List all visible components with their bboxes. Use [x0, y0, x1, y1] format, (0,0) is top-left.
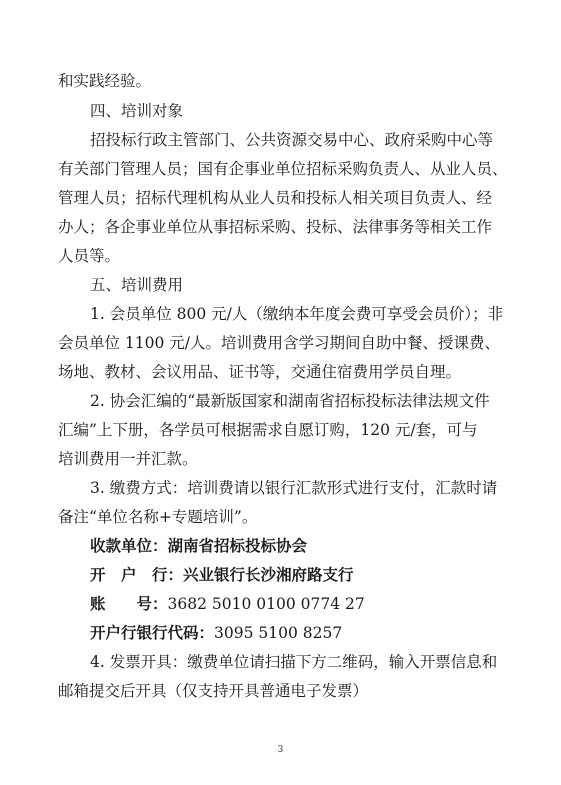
paragraph-line: 2. 协会汇编的“最新版国家和湖南省招标投标法律法规文件 [90, 392, 490, 410]
bank-code-line [90, 623, 518, 643]
paragraph-line: 和实践经验。 [58, 72, 152, 90]
paragraph-line: 人员等。 [58, 247, 121, 265]
paragraph-line: 备注“单位名称+专题培训”。 [58, 508, 258, 526]
bank-account-line [90, 594, 518, 614]
account-label: 账 号： [90, 594, 168, 613]
paragraph-line: 有关部门管理人员；国有企事业单位招标采购负责人、从业人员、 [58, 160, 508, 178]
section-heading-training-audience: 四、培训对象 [90, 102, 184, 120]
paragraph-line: 邮箱提交后开具（仅支持开具普通电子发票） [58, 682, 369, 700]
bank-payee-line [90, 536, 518, 556]
paragraph-line: 场地、教材、会议用品、证书等，交通住宿费用学员自理。 [58, 363, 462, 381]
paragraph-line: 培训费用一并汇款。 [58, 450, 198, 468]
bank-code-value: 3095 5100 8257 [214, 624, 343, 642]
bank-label: 开 户 行： [90, 565, 184, 584]
payee-value: 湖南省招标投标协会 [167, 536, 308, 555]
paragraph-line: 4. 发票开具：缴费单位请扫描下方二维码，输入开票信息和 [90, 653, 498, 671]
bank-name-line [90, 565, 518, 585]
paragraph-line: 汇编”上下册，各学员可根据需求自愿订购，120 元/套，可与 [58, 421, 478, 439]
payee-label: 收款单位： [90, 536, 168, 555]
paragraph-line: 会员单位 1100 元/人。培训费用含学习期间自助中餐、授课费、 [58, 334, 501, 352]
bank-code-label: 开户行银行代码： [90, 623, 215, 642]
page-number: 3 [277, 745, 284, 755]
bank-value: 兴业银行长沙湘府路支行 [183, 565, 354, 584]
paragraph-line: 招投标行政主管部门、公共资源交易中心、政府采购中心等 [90, 131, 494, 149]
paragraph-line: 办人；各企事业单位从事招标采购、投标、法律事务等相关工作 [58, 218, 493, 236]
section-heading-training-fees: 五、培训费用 [90, 276, 184, 294]
paragraph-line: 1. 会员单位 800 元/人（缴纳本年度会费可享受会员价）；非 [90, 305, 504, 323]
account-value: 3682 5010 0100 0774 27 [167, 595, 365, 613]
paragraph-line: 3. 缴费方式：培训费请以银行汇款形式进行支付，汇款时请 [90, 479, 498, 497]
paragraph-line: 管理人员；招标代理机构从业人员和投标人相关项目负责人、经 [58, 189, 493, 207]
